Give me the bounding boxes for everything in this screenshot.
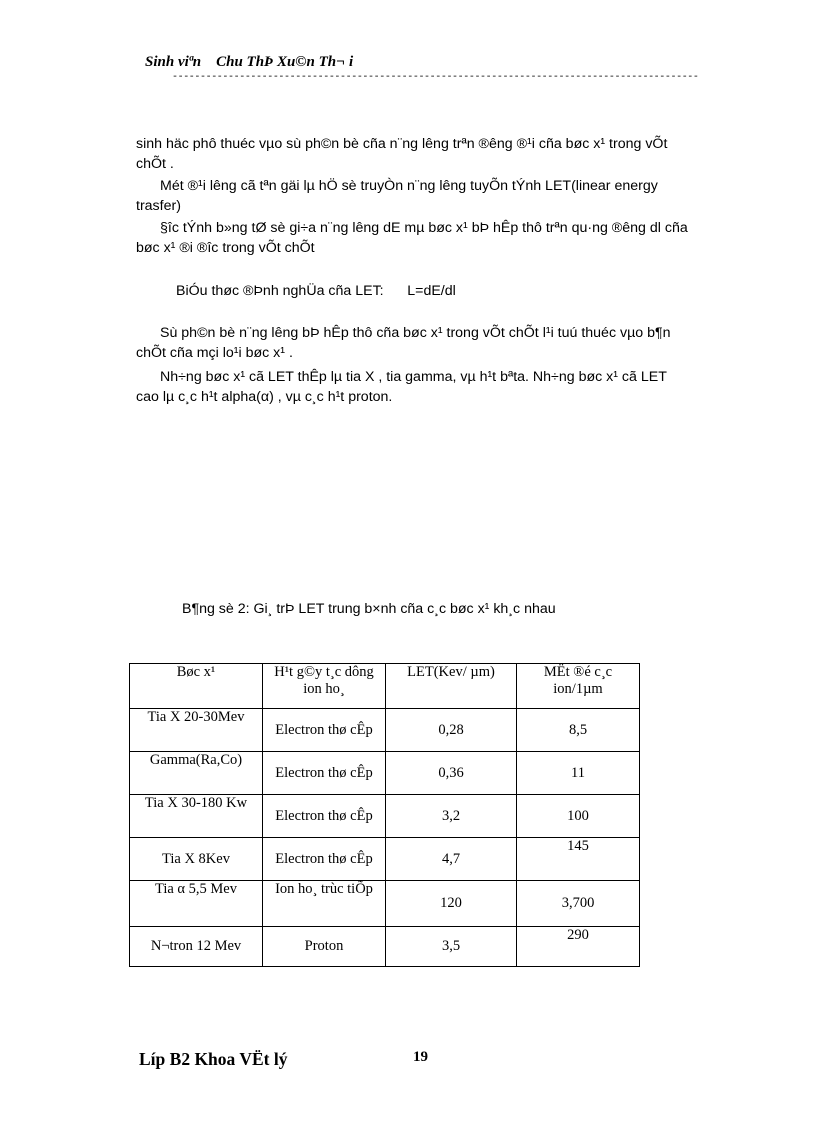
table-cell: Electron thø cÊp (263, 752, 386, 795)
table-cell: 3,700 (517, 881, 640, 927)
table-cell: 0,36 (386, 752, 517, 795)
table-cell: Tia X 20-30Mev (130, 709, 263, 752)
header-cell-radiation: Bøc x¹ (130, 664, 263, 709)
let-formula (176, 283, 456, 299)
paragraph-5 (136, 367, 692, 407)
table-cell: N¬tron 12 Mev (130, 927, 263, 967)
paragraph-3 (136, 218, 692, 258)
table-cell: Electron thø cÊp (263, 709, 386, 752)
paragraph-5-text: Nh÷ng bøc x¹ cã LET thÊp lµ tia X , tia gamma, vµ h¹t bªta. Nh÷ng bøc x¹ cã LET cao lµ c¸c h¹t alpha(α) , vµ c¸c h¹t proton. (136, 369, 667, 405)
page-number: 19 (413, 1049, 428, 1065)
table-row (130, 838, 640, 881)
table-cell: 145 (517, 838, 640, 881)
table-cell: Electron thø cÊp (263, 838, 386, 881)
paragraph-1 (136, 134, 692, 174)
paragraph-4-text: Sù ph©n bè n¨ng lêng bÞ hÊp thô cña bøc x¹ trong vÕt chÕt l¹i tuú thuéc vµo b¶n chÕt cña mçi lo¹i bøc x¹ . (136, 325, 671, 361)
page-header: Sinh viªn Chu ThÞ Xu©n Th¬ i (145, 54, 354, 70)
table-cell: 290 (517, 927, 640, 967)
header-rule: ---------------------------------------------------------------------------------------------- (172, 72, 699, 83)
table-cell: 11 (517, 752, 640, 795)
table-cell: 4,7 (386, 838, 517, 881)
paragraph-2-text: Mét ®¹i lêng cã tªn gäi lµ hÖ sè truyÒn n¨ng lêng tuyÕn tÝnh LET(linear energy trasfer) (136, 178, 658, 214)
paragraph-3-text: §îc tÝnh b»ng tØ sè gi÷a n¨ng lêng dE mµ bøc x¹ bÞ hÊp thô trªn qu·ng ®êng dl cña bøc x¹ ®i ®îc trong vÕt chÕt (136, 220, 688, 256)
table-cell: 120 (386, 881, 517, 927)
table-row (130, 752, 640, 795)
table-cell: Tia α 5,5 Mev (130, 881, 263, 927)
table-row (130, 927, 640, 967)
table-cell: Proton (263, 927, 386, 967)
table-row (130, 881, 640, 927)
paragraph-2 (136, 176, 692, 216)
table-cell: 0,28 (386, 709, 517, 752)
header-cell-density: MËt ®é c¸c ion/1µm (517, 664, 640, 709)
table-cell: 3,2 (386, 795, 517, 838)
table-row (130, 709, 640, 752)
table-cell: Ion ho¸ trùc tiÕp (263, 881, 386, 927)
table-cell: 3,5 (386, 927, 517, 967)
table-cell: Electron thø cÊp (263, 795, 386, 838)
table-cell: Tia X 8Kev (130, 838, 263, 881)
table-cell: 8,5 (517, 709, 640, 752)
paragraph-1-text: sinh häc phô thuéc vµo sù ph©n bè cña n¨ng lêng trªn ®êng ®¹i cña bøc x¹ trong vÕt chÕt . (136, 136, 668, 172)
header-cell-let: LET(Kev/ µm) (386, 664, 517, 709)
table-caption: B¶ng sè 2: Gi¸ trÞ LET trung b×nh cña c¸c bøc x¹ kh¸c nhau (182, 601, 556, 617)
formula-label: BiÓu thøc ®Þnh nghÜa cña LET: (176, 283, 384, 299)
let-table (129, 663, 640, 967)
table-row (130, 795, 640, 838)
table-cell: Gamma(Ra,Co) (130, 752, 263, 795)
table-header-row (130, 664, 640, 709)
table-cell: Tia X 30-180 Kw (130, 795, 263, 838)
header-cell-particle: H¹t g©y t¸c dông ion ho¸ (263, 664, 386, 709)
formula-expression: L=dE/dl (407, 283, 456, 299)
table-cell: 100 (517, 795, 640, 838)
paragraph-4 (136, 323, 692, 363)
page-footer: Líp B2 Khoa VËt lý (139, 1049, 288, 1069)
